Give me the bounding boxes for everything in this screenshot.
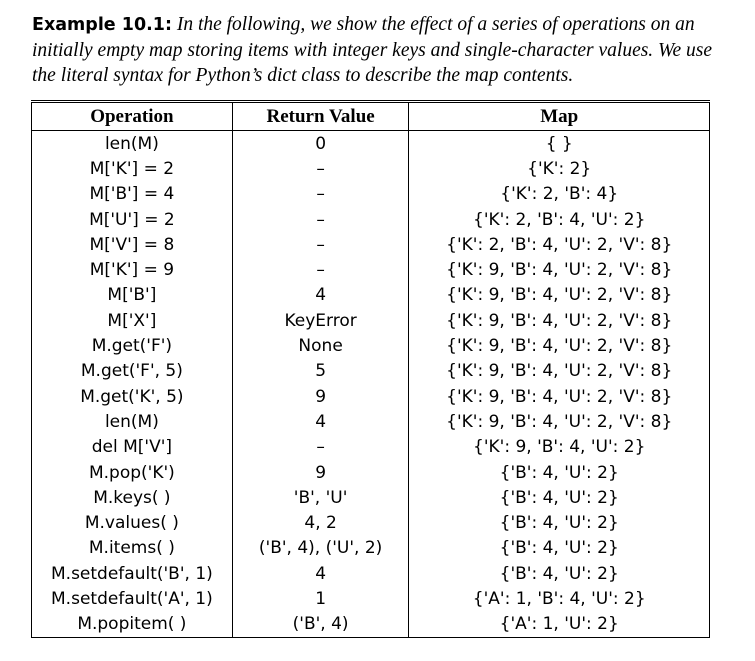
operation-cell: M.setdefault('A', 1): [51, 588, 213, 609]
operations-table: [31, 100, 710, 638]
map-cell: { }: [409, 131, 710, 157]
operation-cell: M['V'] = 8: [89, 234, 175, 255]
table-row: [32, 409, 710, 434]
caption-code-term: dict: [267, 65, 297, 86]
return-value-cell: –: [232, 156, 409, 181]
map-cell: {'A': 1, 'U': 2}: [409, 612, 710, 638]
map-cell: {'K': 9, 'B': 4, 'U': 2, 'V': 8}: [409, 333, 710, 358]
map-cell: {'K': 9, 'B': 4, 'U': 2, 'V': 8}: [409, 283, 710, 308]
return-value-cell: –: [232, 207, 409, 232]
return-value-cell: 9: [232, 460, 409, 485]
table-row: [32, 182, 710, 207]
return-value-cell: ('B', 4), ('U', 2): [232, 536, 409, 561]
table-row: [32, 333, 710, 358]
return-value-cell: 4, 2: [232, 510, 409, 535]
map-cell: {'K': 2}: [409, 156, 710, 181]
table-row: [32, 510, 710, 535]
operation-cell: M['X']: [107, 310, 157, 331]
table-row: [32, 232, 710, 257]
return-value-cell: 'B', 'U': [232, 485, 409, 510]
return-value-cell: –: [232, 232, 409, 257]
table-header-row: [32, 102, 710, 131]
map-cell: {'K': 9, 'B': 4, 'U': 2}: [409, 435, 710, 460]
table-row: [32, 359, 710, 384]
operation-cell: len(M): [104, 411, 159, 432]
return-value-cell: 4: [232, 283, 409, 308]
map-cell: {'B': 4, 'U': 2}: [409, 561, 710, 586]
table-row: [32, 257, 710, 282]
operation-cell: M.get('F', 5): [80, 361, 183, 382]
return-value-cell: ('B', 4): [232, 612, 409, 638]
map-cell: {'K': 9, 'B': 4, 'U': 2, 'V': 8}: [409, 359, 710, 384]
table-row: [32, 612, 710, 638]
return-value-cell: 1: [232, 586, 409, 611]
operation-cell: del M['V']: [91, 437, 173, 458]
table-row: [32, 536, 710, 561]
return-value-cell: None: [232, 333, 409, 358]
map-cell: {'K': 9, 'B': 4, 'U': 2, 'V': 8}: [409, 384, 710, 409]
caption-text-part1: In the following, we show the effect of a series of operations on an initially empty map storing items with integer keys and single-character values. We use the literal syntax for Python’s: [32, 14, 713, 86]
operation-cell: M['K'] = 2: [89, 158, 175, 179]
operation-cell: M.keys( ): [93, 487, 171, 508]
operation-cell: M.popitem( ): [77, 614, 187, 635]
return-value-cell: –: [232, 257, 409, 282]
return-value-cell: 0: [232, 131, 409, 157]
return-value-cell: 4: [232, 409, 409, 434]
operation-cell: M['B'] = 4: [89, 184, 175, 205]
return-value-cell: –: [232, 435, 409, 460]
map-cell: {'B': 4, 'U': 2}: [409, 536, 710, 561]
return-value-cell: 4: [232, 561, 409, 586]
example-label: Example 10.1:: [32, 15, 172, 35]
operation-cell: M.pop('K'): [88, 462, 175, 483]
caption-text-part2: class to describe the map contents.: [296, 65, 574, 86]
map-cell: {'B': 4, 'U': 2}: [409, 485, 710, 510]
table-row: [32, 485, 710, 510]
header-map: Map: [409, 102, 710, 131]
table-row: [32, 207, 710, 232]
table-row: [32, 586, 710, 611]
map-cell: {'K': 9, 'B': 4, 'U': 2, 'V': 8}: [409, 257, 710, 282]
map-cell: {'A': 1, 'B': 4, 'U': 2}: [409, 586, 710, 611]
example-caption: [32, 12, 722, 88]
map-cell: {'B': 4, 'U': 2}: [409, 460, 710, 485]
table-row: [32, 131, 710, 157]
header-return-value: Return Value: [232, 102, 409, 131]
map-cell: {'K': 2, 'B': 4, 'U': 2}: [409, 207, 710, 232]
operation-cell: M.get('K', 5): [80, 386, 184, 407]
table-row: [32, 283, 710, 308]
operation-cell: M.setdefault('B', 1): [51, 563, 213, 584]
operation-cell: M['B']: [107, 285, 157, 306]
map-cell: {'B': 4, 'U': 2}: [409, 510, 710, 535]
operation-cell: M.values( ): [84, 513, 179, 534]
return-value-cell: KeyError: [232, 308, 409, 333]
map-cell: {'K': 2, 'B': 4, 'U': 2, 'V': 8}: [409, 232, 710, 257]
operation-cell: M['K'] = 9: [89, 260, 175, 281]
table-row: [32, 384, 710, 409]
operation-cell: len(M): [104, 133, 159, 154]
return-value-cell: 5: [232, 359, 409, 384]
table-row: [32, 156, 710, 181]
return-value-cell: 9: [232, 384, 409, 409]
operation-cell: M['U'] = 2: [89, 209, 175, 230]
table-row: [32, 435, 710, 460]
table-row: [32, 308, 710, 333]
operation-cell: M.get('F'): [91, 336, 173, 357]
table-row: [32, 460, 710, 485]
return-value-cell: –: [232, 182, 409, 207]
map-cell: {'K': 2, 'B': 4}: [409, 182, 710, 207]
header-operation: Operation: [32, 102, 233, 131]
table-row: [32, 561, 710, 586]
operation-cell: M.items( ): [88, 538, 175, 559]
map-cell: {'K': 9, 'B': 4, 'U': 2, 'V': 8}: [409, 409, 710, 434]
map-cell: {'K': 9, 'B': 4, 'U': 2, 'V': 8}: [409, 308, 710, 333]
